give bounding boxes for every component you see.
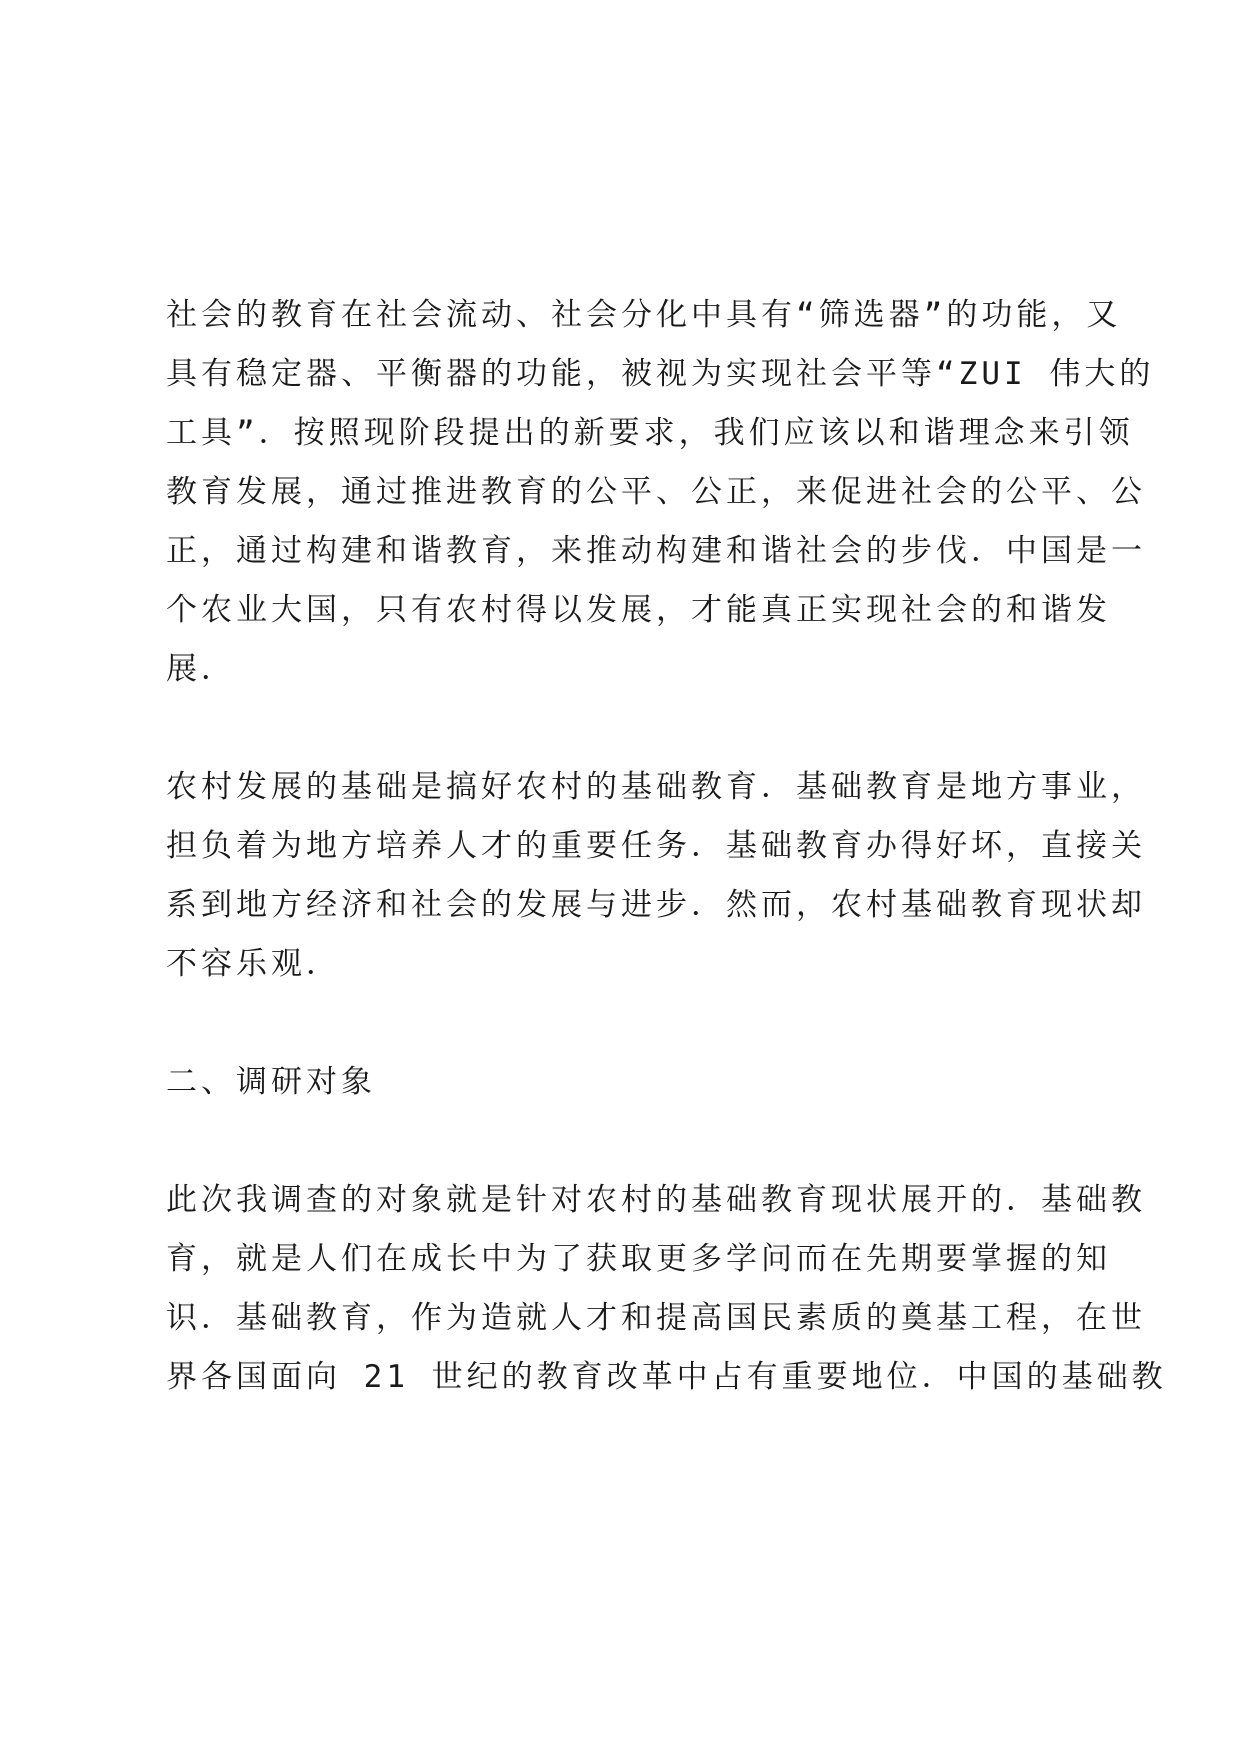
heading-text: 二、调研对象: [166, 1064, 376, 1100]
paragraph: [166, 1171, 1167, 1407]
document-body: [166, 286, 1167, 1407]
text-line: 不容乐观．: [166, 946, 341, 982]
text-line: 正，通过构建和谐教育，来推动构建和谐社会的步伐．中国是一: [166, 533, 1146, 569]
paragraph: [166, 286, 1155, 699]
paragraph: [166, 758, 1146, 994]
text-line: 农村发展的基础是搞好农村的基础教育．基础教育是地方事业，: [166, 769, 1146, 805]
section-heading: [166, 1053, 1096, 1112]
text-line: 教育发展，通过推进教育的公平、公正，来促进社会的公平、公: [166, 474, 1146, 510]
text-line: 此次我调查的对象就是针对农村的基础教育现状展开的．基础教: [166, 1182, 1146, 1218]
text-line: 育，就是人们在成长中为了获取更多学问而在先期要掌握的知: [166, 1241, 1111, 1277]
paragraph-spacer: [166, 699, 1096, 758]
text-line: 界各国面向 21 世纪的教育改革中占有重要地位．中国的基础教: [166, 1359, 1167, 1395]
paragraph-spacer: [166, 1112, 1096, 1171]
text-line: 展．: [166, 651, 236, 687]
text-line: 担负着为地方培养人才的重要任务．基础教育办得好坏，直接关: [166, 828, 1146, 864]
text-line: 个农业大国，只有农村得以发展，才能真正实现社会的和谐发: [166, 592, 1111, 628]
text-line: 具有稳定器、平衡器的功能，被视为实现社会平等“ZUI 伟大的: [166, 356, 1155, 392]
text-line: 社会的教育在社会流动、社会分化中具有“筛选器”的功能，又: [166, 297, 1122, 333]
paragraph-spacer: [166, 994, 1096, 1053]
text-line: 识．基础教育，作为造就人才和提高国民素质的奠基工程，在世: [166, 1300, 1146, 1336]
text-line: 系到地方经济和社会的发展与进步．然而，农村基础教育现状却: [166, 887, 1146, 923]
text-line: 工具”．按照现阶段提出的新要求，我们应该以和谐理念来引领: [166, 415, 1134, 451]
